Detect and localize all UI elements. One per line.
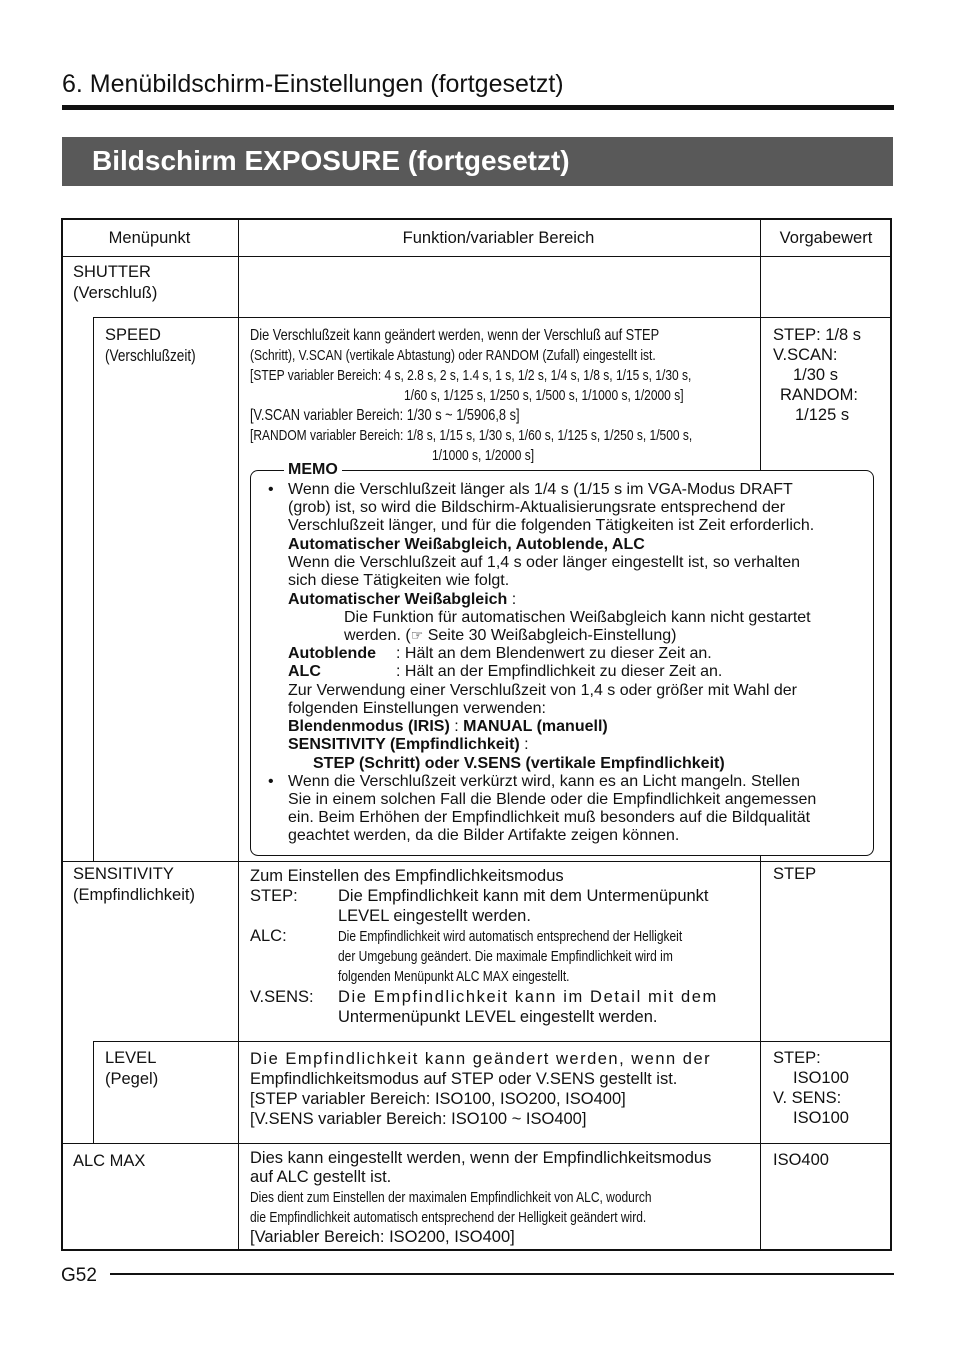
sensitivity-step-line: LEVEL eingestellt werden. [338,907,531,925]
pointing-hand-icon: ☞ [410,628,424,644]
memo-line: werden. (☞ Seite 30 Weißabgleich-Einstellung) [344,627,677,644]
speed-default: V.SCAN: [773,346,838,364]
sensitivity-vsens-line: Die Empfindlichkeit kann im Detail mit dem [338,988,718,1006]
sensitivity-alc-line: folgenden Menüpunkt ALC MAX eingestellt. [338,968,570,985]
bullet-icon: • [268,773,274,790]
header-rule [62,105,894,110]
header-cell-item: Menüpunkt [108,229,191,247]
memo-line: : Hält an dem Blendenwert zu dieser Zeit an. [396,645,712,662]
memo-line: Wenn die Verschlußzeit länger als 1/4 s (1/15 s im VGA-Modus DRAFT [288,481,793,498]
sensitivity-intro: Zum Einstellen des Empfindlichkeitsmodus [250,867,564,885]
memo-line: Wenn die Verschlußzeit verkürzt wird, kann es an Licht mangeln. Stellen [288,773,800,790]
level-default: ISO100 [793,1069,849,1087]
memo-line: Zur Verwendung einer Verschlußzeit von 1,4 s oder größer mit Wahl der [288,682,797,699]
level-default: ISO100 [793,1109,849,1127]
row-divider [93,1041,892,1042]
level-function-line: [V.SENS variabler Bereich: ISO100 ~ ISO400] [250,1110,587,1128]
item-sensitivity: SENSITIVITY [73,865,174,883]
row-divider [93,317,892,318]
speed-default: 1/30 s [793,366,838,384]
alcmax-function-line: auf ALC gestellt ist. [250,1168,392,1186]
speed-default: STEP: 1/8 s [773,326,862,344]
alcmax-default: ISO400 [773,1151,829,1169]
memo-line: Verschlußzeit länger, und für die folgenden Tätigkeiten ist Zeit erforderlich. [288,517,815,534]
level-default: STEP: [773,1049,821,1067]
memo-line: : Hält an der Empfindlichkeit zu dieser Zeit an. [396,663,723,680]
level-default: V. SENS: [773,1089,842,1107]
speed-function-line: Die Verschlußzeit kann geändert werden, wenn der Verschluß auf STEP [250,327,660,344]
sensitivity-vsens-line: Untermenüpunkt LEVEL eingestellt werden. [338,1008,658,1026]
column-divider [238,220,239,1251]
speed-function-line: 1/1000 s, 1/2000 s] [432,447,535,464]
speed-default: 1/125 s [795,406,850,424]
indent-divider [93,317,94,861]
memo-line: Autoblende [288,645,376,662]
sensitivity-alc-line: der Umgebung geändert. Die maximale Empfindlichkeit wird im [338,948,673,965]
memo-line: ALC [288,663,321,680]
row-divider [63,256,892,257]
header-cell-default: Vorgabewert [779,229,873,247]
memo-line: geachtet werden, da die Bilder Artifakte zeigen können. [288,827,680,844]
alcmax-function-line: die Empfindlichkeit automatisch entsprechend der Helligkeit geändert wird. [250,1209,647,1226]
item-shutter-sub: (Verschluß) [73,284,158,302]
speed-function-line: [RANDOM variabler Bereich: 1/8 s, 1/15 s, 1/30 s, 1/60 s, 1/125 s, 1/250 s, 1/500 s, [250,427,693,444]
item-alc-max: ALC MAX [73,1152,146,1170]
page-number: G52 [61,1265,97,1286]
speed-function-line: (Schritt), V.SCAN (vertikale Abtastung) oder RANDOM (Zufall) eingestellt ist. [250,347,656,364]
alcmax-function-line: Dies kann eingestellt werden, wenn der Empfindlichkeitsmodus [250,1149,712,1167]
speed-default: RANDOM: [780,386,858,404]
memo-line: SENSITIVITY (Empfindlichkeit) : [288,736,529,753]
sensitivity-alc-key: ALC: [250,927,287,945]
page-title: Bildschirm EXPOSURE (fortgesetzt) [92,145,570,176]
memo-line: Wenn die Verschlußzeit auf 1,4 s oder länger eingestellt ist, so verhalten [288,554,800,571]
alcmax-function-line: [Variabler Bereich: ISO200, ISO400] [250,1228,515,1246]
sensitivity-step-key: STEP: [250,887,298,905]
memo-line: ein. Beim Erhöhen der Empfindlichkeit muß besonders auf die Bildqualität [288,809,811,826]
alcmax-function-line: Dies dient zum Einstellen der maximalen Empfindlichkeit von ALC, wodurch [250,1189,652,1206]
section-title: 6. Menübildschirm-Einstellungen (fortgesetzt) [62,70,564,98]
speed-function-line: [STEP variabler Bereich: 4 s, 2.8 s, 2 s, 1.4 s, 1 s, 1/2 s, 1/4 s, 1/8 s, 1/15 s, 1/30 s, [250,367,692,384]
item-speed: SPEED [105,326,161,344]
memo-line: Blendenmodus (IRIS) : MANUAL (manuell) [288,718,608,735]
header-cell-function: Funktion/variabler Bereich [402,229,595,247]
item-shutter: SHUTTER [73,263,151,281]
speed-function-line: [V.SCAN variabler Bereich: 1/30 s ~ 1/5906,8 s] [250,407,520,424]
row-divider [63,1143,892,1144]
item-sensitivity-sub: (Empfindlichkeit) [73,886,195,904]
memo-line: sich diese Tätigkeiten wie folgt. [288,572,510,589]
sensitivity-vsens-key: V.SENS: [250,988,314,1006]
memo-line: STEP (Schritt) oder V.SENS (vertikale Empfindlichkeit) [313,755,725,772]
level-function-line: Die Empfindlichkeit kann geändert werden, wenn der [250,1050,712,1068]
memo-label: MEMO [284,460,342,480]
speed-function-line: 1/60 s, 1/125 s, 1/250 s, 1/500 s, 1/1000 s, 1/2000 s] [404,387,684,404]
item-speed-sub: (Verschlußzeit) [105,346,196,365]
memo-line: (grob) ist, so wird die Bildschirm-Aktualisierungsrate entsprechend der [288,499,786,516]
level-function-line: [STEP variabler Bereich: ISO100, ISO200, ISO400] [250,1090,626,1108]
sensitivity-alc-line: Die Empfindlichkeit wird automatisch entsprechend der Helligkeit [338,928,683,945]
memo-line: Automatischer Weißabgleich : [288,591,517,608]
bullet-icon: • [268,481,274,498]
item-level-sub: (Pegel) [105,1070,159,1088]
memo-line: Automatischer Weißabgleich, Autoblende, ALC [288,536,645,553]
memo-line: Sie in einem solchen Fall die Blende oder die Empfindlichkeit angemessen [288,791,817,808]
sensitivity-default: STEP [773,865,817,883]
memo-line: folgenden Einstellungen verwenden: [288,700,546,717]
footer-rule [110,1273,894,1275]
level-function-line: Empfindlichkeitsmodus auf STEP oder V.SENS gestellt ist. [250,1070,678,1088]
indent-divider [93,1041,94,1143]
row-divider [63,861,892,862]
item-level: LEVEL [105,1049,157,1067]
memo-line: Die Funktion für automatischen Weißabgleich kann nicht gestartet [344,609,811,626]
sensitivity-step-line: Die Empfindlichkeit kann mit dem Untermenüpunkt [338,887,709,905]
